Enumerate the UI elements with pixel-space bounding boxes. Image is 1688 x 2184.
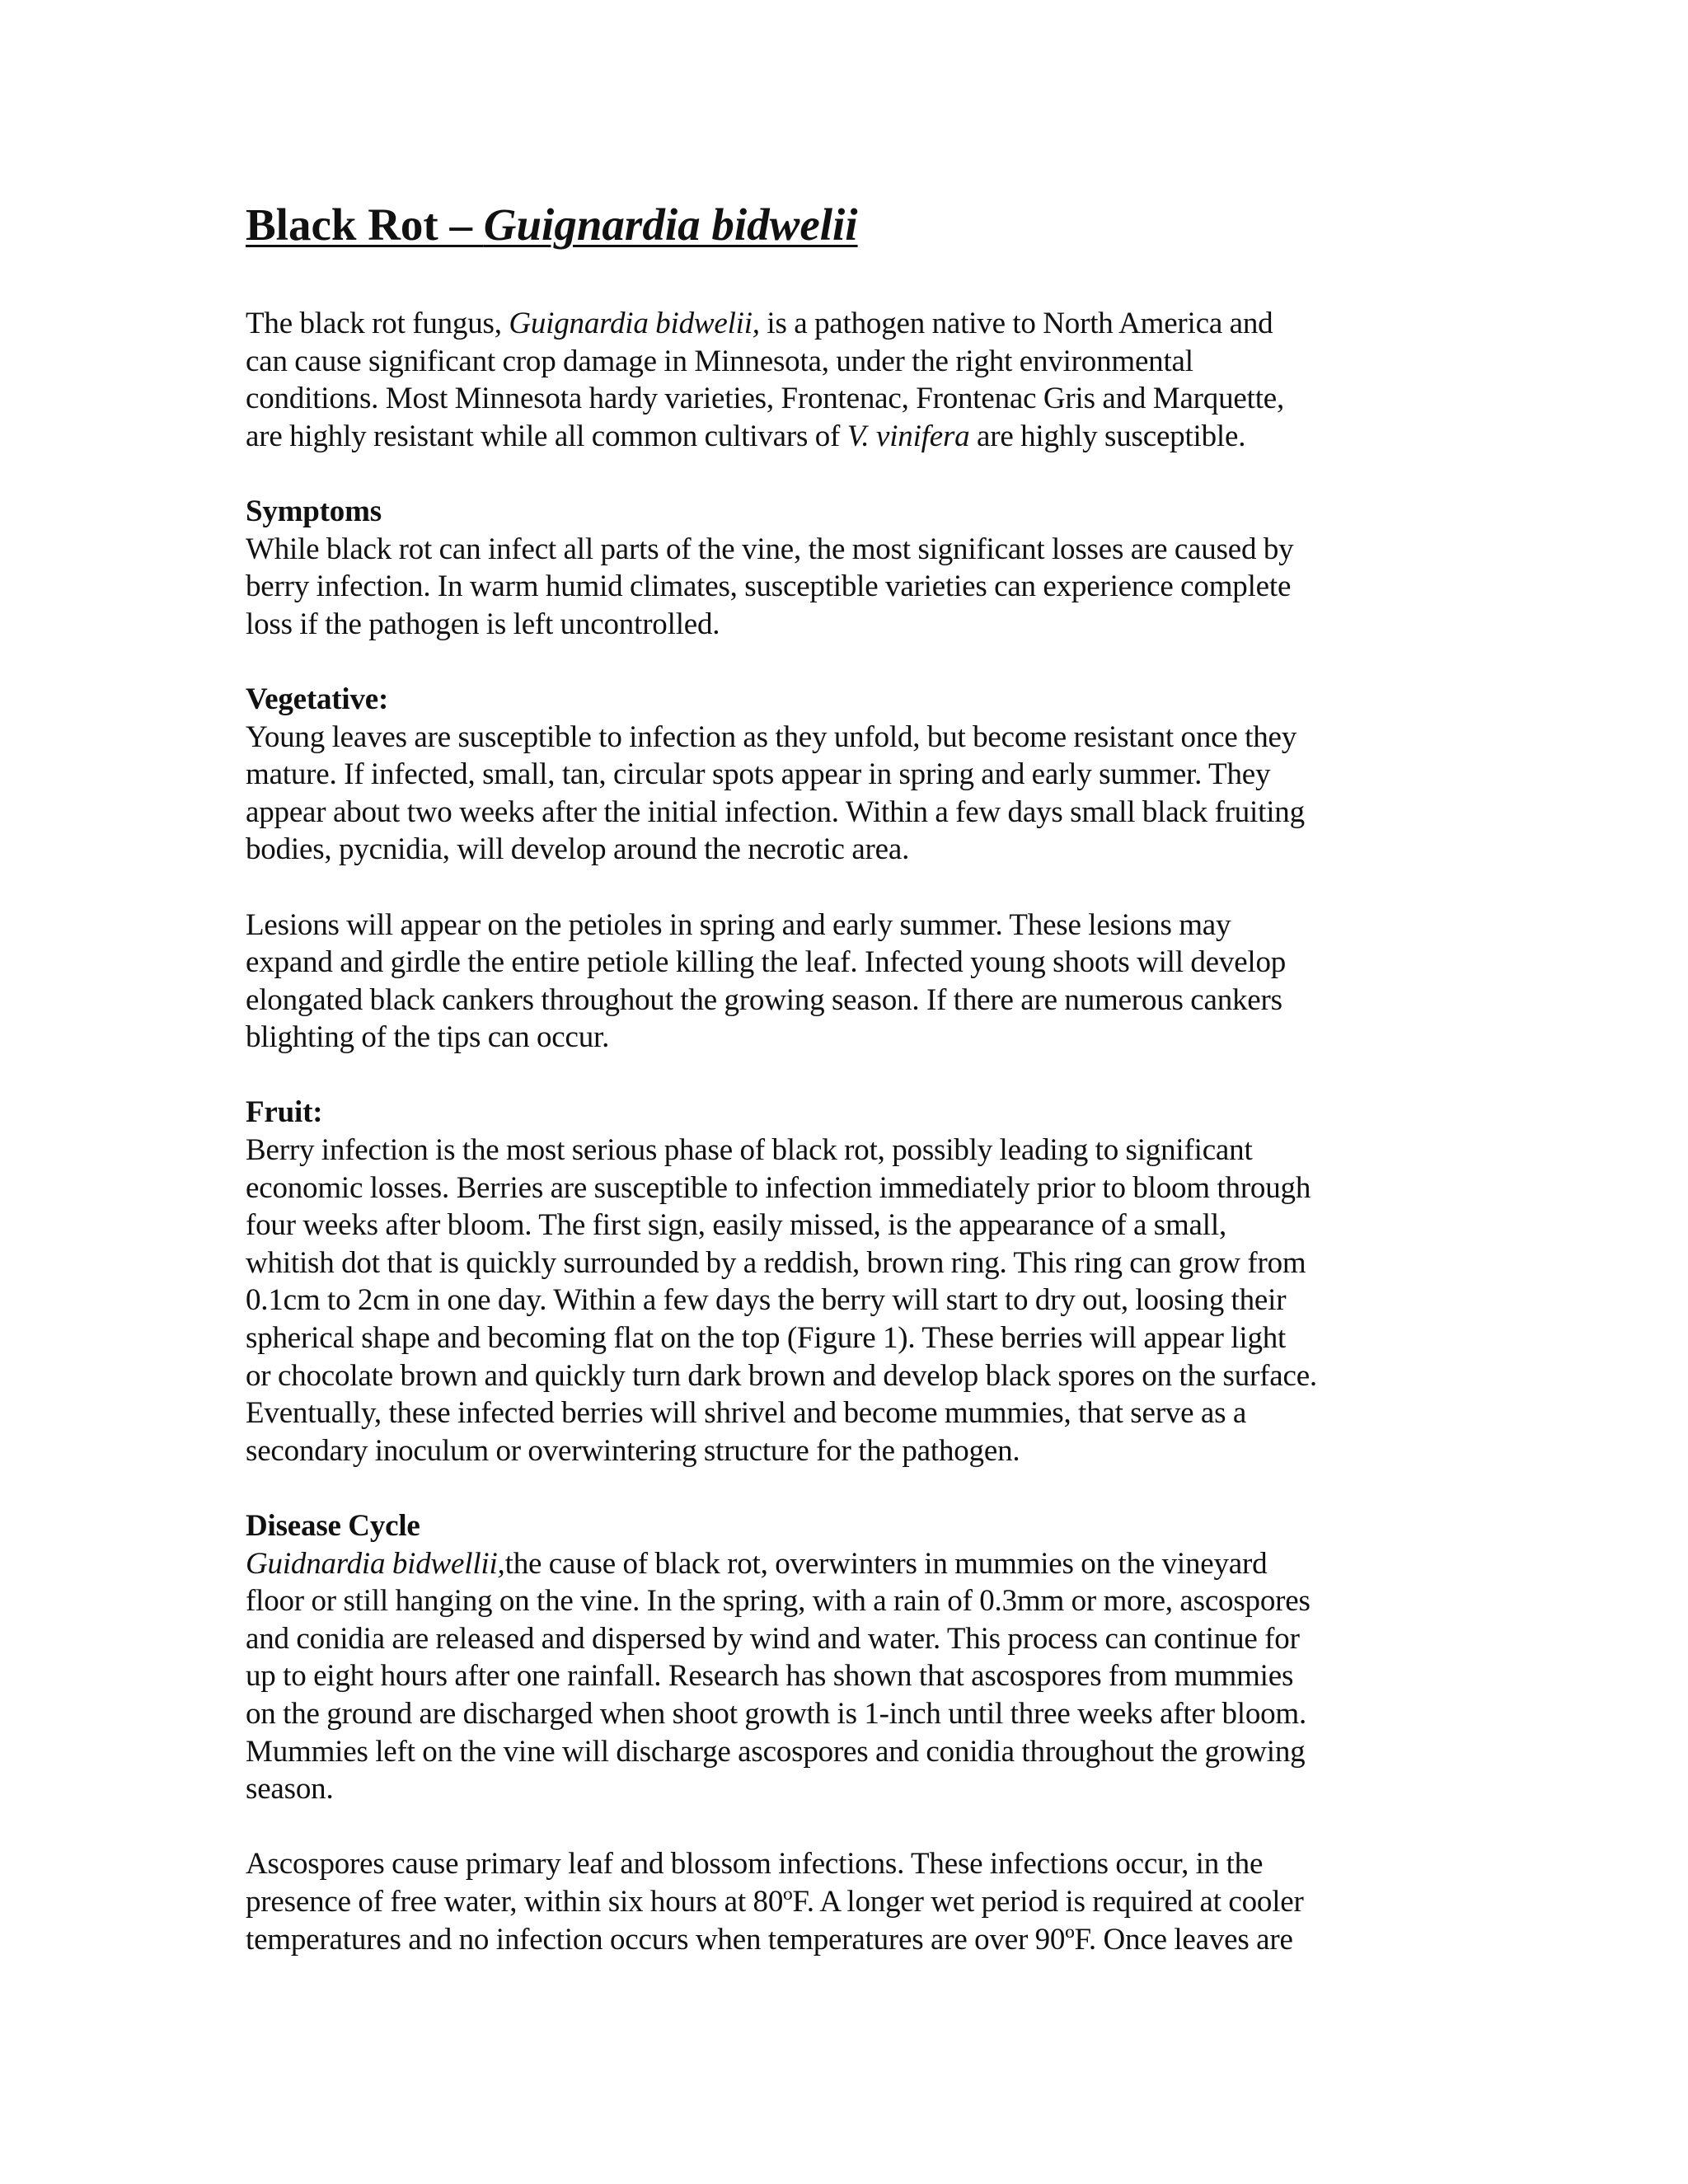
paragraph-gap <box>246 1469 1457 1507</box>
text-line: secondary inoculum or overwintering structure for the pathogen. <box>246 1433 1020 1468</box>
title-common-name: Black Rot – <box>246 199 484 250</box>
text-line: conditions. Most Minnesota hardy varieties, Frontenac, Frontenac Gris and Marquette, <box>246 382 1285 416</box>
text-line <box>246 418 1457 456</box>
text-line: four weeks after bloom. The first sign, easily missed, is the appearance of a small, <box>246 1208 1226 1243</box>
text-line: spherical shape and becoming flat on the top (Figure 1). These berries will appear light <box>246 1321 1287 1356</box>
text-line: Young leaves are susceptible to infection as they unfold, but become resistant once they <box>246 719 1297 754</box>
text-line: elongated black cankers throughout the growing season. If there are numerous cankers <box>246 982 1282 1017</box>
text-line: whitish dot that is quickly surrounded by a reddish, brown ring. This ring can grow from <box>246 1245 1306 1280</box>
paragraph-gap <box>246 869 1457 907</box>
intro-paragraph <box>246 305 1457 1958</box>
text-run: are highly resistant while all common cultivars of <box>246 419 847 453</box>
section-heading-fruit: Fruit: <box>246 1095 323 1130</box>
text-run: the cause of black rot, overwinters in mummies on the vineyard <box>504 1546 1268 1581</box>
document-page <box>246 196 1457 1958</box>
paragraph-gap <box>246 1808 1457 1846</box>
paragraph-gap <box>246 1057 1457 1094</box>
text-line: Lesions will appear on the petioles in spring and early summer. These lesions may <box>246 907 1231 942</box>
text-line: berry infection. In warm humid climates, susceptible varieties can experience complete <box>246 569 1292 604</box>
text-run: The black rot fungus, <box>246 307 509 340</box>
scientific-name: Guignardia bidwelii, <box>509 307 760 340</box>
title-scientific-name: Guignardia bidwelii <box>483 199 858 250</box>
text-line: economic losses. Berries are susceptible to infection immediately prior to bloom through <box>246 1170 1311 1205</box>
text-line <box>246 1545 1457 1583</box>
scientific-name: V. vinifera <box>846 419 970 453</box>
text-line: can cause significant crop damage in Minnesota, under the right environmental <box>246 344 1193 378</box>
text-line: While black rot can infect all parts of the vine, the most significant losses are caused by <box>246 532 1294 566</box>
section-heading-vegetative: Vegetative: <box>246 682 389 716</box>
text-run: are highly susceptible. <box>969 419 1246 453</box>
text-line: bodies, pycnidia, will develop around the necrotic area. <box>246 832 910 867</box>
section-heading-symptoms: Symptoms <box>246 494 382 528</box>
text-line: Ascospores cause primary leaf and blossom infections. These infections occur, in the <box>246 1847 1264 1882</box>
text-line: on the ground are discharged when shoot growth is 1-inch until three weeks after bloom. <box>246 1696 1307 1731</box>
text-line: appear about two weeks after the initial infection. Within a few days small black fruiting <box>246 794 1305 829</box>
text-line: 0.1cm to 2cm in one day. Within a few days the berry will start to dry out, loosing their <box>246 1283 1287 1318</box>
text-line: floor or still hanging on the vine. In the spring, with a rain of 0.3mm or more, ascospores <box>246 1584 1311 1619</box>
text-line: up to eight hours after one rainfall. Research has shown that ascospores from mummies <box>246 1659 1294 1694</box>
text-line: Mummies left on the vine will discharge ascospores and conidia throughout the growing <box>246 1734 1306 1769</box>
text-line <box>246 305 1457 343</box>
text-line: mature. If infected, small, tan, circular spots appear in spring and early summer. They <box>246 757 1271 792</box>
paragraph-gap <box>246 643 1457 681</box>
section-heading-disease-cycle: Disease Cycle <box>246 1509 420 1543</box>
scientific-name: Guidnardia bidwellii, <box>246 1546 505 1581</box>
document-title <box>246 196 1457 254</box>
text-line: loss if the pathogen is left uncontrolled. <box>246 607 720 641</box>
text-line: temperatures and no infection occurs when temperatures are over 90ºF. Once leaves are <box>246 1922 1293 1957</box>
text-line: presence of free water, within six hours at 80ºF. A longer wet period is required at cooler <box>246 1884 1304 1919</box>
spacer <box>246 254 1457 305</box>
text-line: Berry infection is the most serious phase of black rot, possibly leading to significant <box>246 1133 1253 1168</box>
text-line: Eventually, these infected berries will shrivel and become mummies, that serve as a <box>246 1396 1247 1431</box>
text-line: season. <box>246 1772 334 1807</box>
paragraph-gap <box>246 455 1457 493</box>
text-line: expand and girdle the entire petiole killing the leaf. Infected young shoots will develop <box>246 945 1287 980</box>
text-line: and conidia are released and dispersed by wind and water. This process can continue for <box>246 1621 1300 1656</box>
text-run: is a pathogen native to North America and <box>759 307 1273 340</box>
text-line: or chocolate brown and quickly turn dark brown and develop black spores on the surface. <box>246 1358 1317 1393</box>
text-line: blighting of the tips can occur. <box>246 1020 610 1055</box>
